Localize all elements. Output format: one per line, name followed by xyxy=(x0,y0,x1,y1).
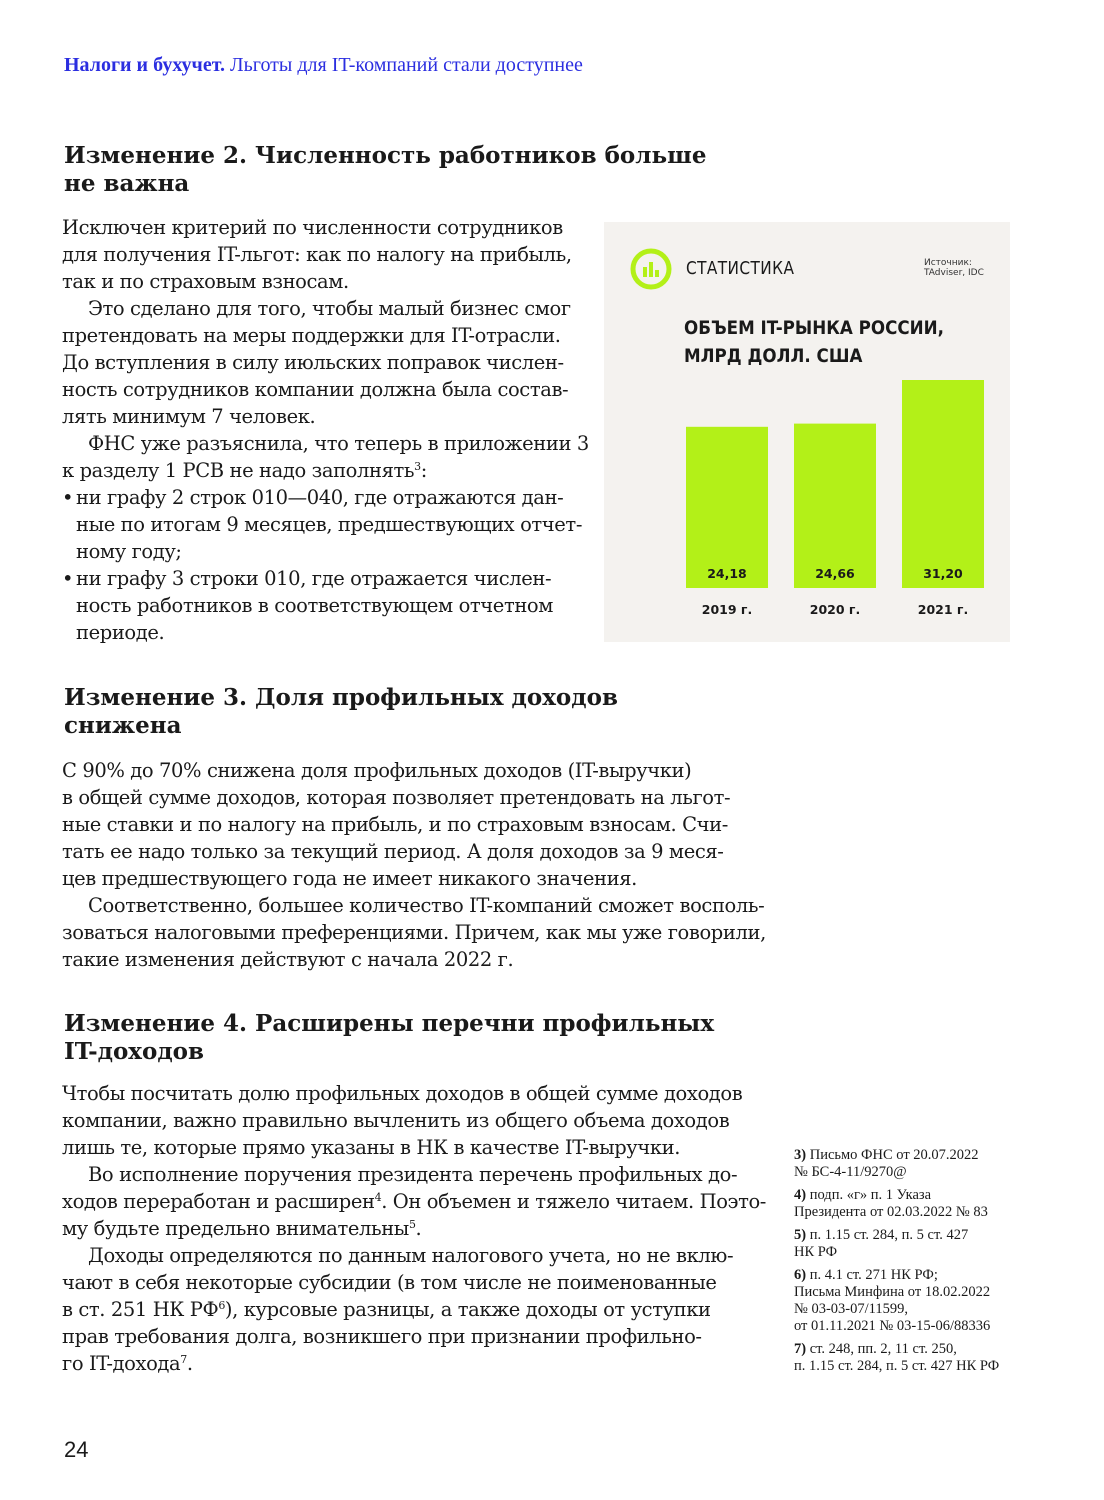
page-number: 24 xyxy=(64,1437,89,1462)
bar-1 xyxy=(686,427,768,588)
footnote-6 xyxy=(794,1267,990,1335)
footnote-text: № БС-4-11/9270@ xyxy=(794,1164,907,1180)
bullet1-line3: ному году; xyxy=(76,540,182,563)
footnote-number: 7) xyxy=(794,1341,807,1357)
category-label: 2020 г. xyxy=(809,602,861,617)
footnote-text: подп. «г» п. 1 Указа xyxy=(809,1187,932,1203)
s4-p2-text2-end: . Он объемен и тяжело читаем. Поэто- xyxy=(381,1190,766,1213)
bullet2-line1: ни графу 3 строки 010, где отражается числен- xyxy=(76,567,552,590)
section3-title-line1: Изменение 3. Доля профильных доходов xyxy=(64,684,618,711)
stat-source-name: TAdviser, IDC xyxy=(924,268,984,278)
section2-title xyxy=(64,142,706,198)
footnote-ref-4: 4 xyxy=(374,1191,382,1204)
s4-p2-line3 xyxy=(62,1215,766,1242)
bar-chart xyxy=(604,222,1010,642)
footnote-text: п. 1.15 ст. 284, п. 5 ст. 427 xyxy=(809,1227,969,1243)
footnote-text: п. 4.1 ст. 271 НК РФ; xyxy=(809,1267,938,1283)
bar-3 xyxy=(902,380,984,588)
s4-p2-text2: ходов переработан и расширен xyxy=(62,1190,375,1213)
s2-p3-text: к разделу 1 РСВ не надо заполнять xyxy=(62,459,415,482)
footnote-text: Письма Минфина от 18.02.2022 xyxy=(794,1284,991,1300)
bar-value-label: 24,66 xyxy=(815,566,855,581)
bullet-item xyxy=(62,565,553,646)
s2-p2-line4: ность сотрудников компании должна была состав- xyxy=(62,378,569,401)
footnote-3 xyxy=(794,1147,979,1181)
s3-p2-line3: такие изменения действуют с начала 2022 г. xyxy=(62,948,514,971)
bullet1-line2: ные по итогам 9 месяцев, предшествующих отчет- xyxy=(76,513,583,536)
section3-title xyxy=(64,684,618,740)
s2-p1-line2: для получения IT-льгот: как по налогу на прибыль, xyxy=(62,243,572,266)
footnote-number: 5) xyxy=(794,1227,807,1243)
section2-title-line2: не важна xyxy=(64,170,190,197)
s2-p3-line2 xyxy=(62,457,589,484)
s4-p3-text3: в ст. 251 НК РФ xyxy=(62,1298,219,1321)
s3-p1-line5: цев предшествующего года не имеет никакого значения. xyxy=(62,867,637,890)
bullet2-line2: ность работников в соответствующем отчетном xyxy=(76,594,554,617)
s4-p2-line2 xyxy=(62,1188,766,1215)
footnote-number: 4) xyxy=(794,1187,807,1203)
s3-p1-line4: тать ее надо только за текущий период. А доля доходов за 9 меся- xyxy=(62,840,724,863)
bar-2 xyxy=(794,424,876,588)
s2-p2-line2: претендовать на меры поддержки для IT-отрасли. xyxy=(62,324,561,347)
s3-p2-line2: зоваться налоговыми преференциями. Причем, как мы уже говорили, xyxy=(62,921,766,944)
s3-p1-line3: ные ставки и по налогу на прибыль, и по страховым взносам. Счи- xyxy=(62,813,728,836)
s2-p2-line1: Это сделано для того, чтобы малый бизнес смог xyxy=(88,297,571,320)
section2-title-line1: Изменение 2. Численность работников больше xyxy=(64,142,707,169)
footnote-ref-3: 3 xyxy=(414,460,421,473)
header-section: Налоги и бухучет. xyxy=(64,54,226,76)
s3-p2-line1: Соответственно, большее количество IT-компаний сможет восполь- xyxy=(88,894,765,917)
running-header xyxy=(64,54,583,77)
s4-p3-line1: Доходы определяются по данным налогового учета, но не вклю- xyxy=(88,1244,734,1267)
section4-title xyxy=(64,1010,714,1066)
category-label: 2019 г. xyxy=(701,602,753,617)
bar-value-label: 31,20 xyxy=(923,566,963,581)
footnote-ref-5: 5 xyxy=(408,1218,416,1231)
s3-p1-line2: в общей сумме доходов, которая позволяет претендовать на льгот- xyxy=(62,786,731,809)
section3-title-line2: снижена xyxy=(64,712,182,739)
footnote-ref-7: 7 xyxy=(180,1353,187,1366)
footnote-text: ст. 248, пп. 2, 11 ст. 250, xyxy=(809,1341,957,1357)
s4-p2-line1: Во исполнение поручения президента перечень профильных до- xyxy=(88,1163,738,1186)
s2-p1-line3: так и по страховым взносам. xyxy=(62,270,349,293)
s3-p1-line1: С 90% до 70% снижена доля профильных доходов (IT-выручки) xyxy=(62,759,692,782)
section4-title-line1: Изменение 4. Расширены перечни профильных xyxy=(64,1010,715,1037)
statistics-panel xyxy=(604,222,1010,642)
footnote-5 xyxy=(794,1227,968,1261)
s2-p2-line3: До вступления в силу июльских поправок числен- xyxy=(62,351,564,374)
footnote-text: п. 1.15 ст. 284, п. 5 ст. 427 НК РФ xyxy=(794,1358,1000,1374)
s4-p2-text3: му будьте предельно внимательны xyxy=(62,1217,409,1240)
section4-body xyxy=(62,1080,766,1377)
s4-p3-line4: прав требования долга, возникшего при признании профильно- xyxy=(62,1325,702,1348)
bullet-mark: • xyxy=(62,486,74,509)
s4-p3-text5-end: . xyxy=(186,1352,193,1375)
s4-p1-line3: лишь те, которые прямо указаны в НК в качестве IT-выручки. xyxy=(62,1136,681,1159)
chart-title-line1: ОБЪЕМ IT-РЫНКА РОССИИ, xyxy=(684,317,945,339)
footnote-ref-6: 6 xyxy=(218,1299,225,1312)
section4-title-line2: IT-доходов xyxy=(64,1038,204,1065)
footnote-text: от 01.11.2021 № 03-15-06/88336 xyxy=(794,1318,991,1334)
s2-p1-line1: Исключен критерий по численности сотрудников xyxy=(62,216,563,239)
s4-p3-text5: го IT-дохода xyxy=(62,1352,181,1375)
bullet1-line1: ни графу 2 строк 010—040, где отражаются дан- xyxy=(76,486,564,509)
s4-p3-text3-end: ), курсовые разницы, а также доходы от уступки xyxy=(224,1298,711,1321)
footnote-4 xyxy=(794,1187,988,1221)
s4-p2-text3-end: . xyxy=(415,1217,422,1240)
footnote-text: НК РФ xyxy=(794,1244,838,1260)
footnote-number: 3) xyxy=(794,1147,807,1163)
footnote-number: 6) xyxy=(794,1267,807,1283)
footnote-text: Президента от 02.03.2022 № 83 xyxy=(794,1204,988,1220)
footnote-text: Письмо ФНС от 20.07.2022 xyxy=(809,1147,979,1163)
s4-p3-line2: чают в себя некоторые субсидии (в том числе не поименованные xyxy=(62,1271,717,1294)
chart-title-line2: МЛРД ДОЛЛ. США xyxy=(684,345,863,367)
section2-body xyxy=(62,214,589,484)
bar-value-label: 24,18 xyxy=(707,566,747,581)
bullet2-line3: периоде. xyxy=(76,621,165,644)
category-label: 2021 г. xyxy=(917,602,969,617)
s4-p1-line2: компании, важно правильно вычленить из общего объема доходов xyxy=(62,1109,730,1132)
s2-p3-colon: : xyxy=(420,459,427,482)
bullet-item xyxy=(62,484,582,565)
stat-source-label: Источник: xyxy=(924,258,972,268)
bullet-mark: • xyxy=(62,567,74,590)
footnote-text: № 03-03-07/11599, xyxy=(794,1301,908,1317)
s2-p3-line1: ФНС уже разъяснила, что теперь в приложении 3 xyxy=(88,432,589,455)
footnote-7 xyxy=(794,1341,999,1375)
header-title: Льготы для IT-компаний стали доступнее xyxy=(225,54,583,76)
stat-label: СТАТИСТИКА xyxy=(686,258,795,279)
s4-p1-line1: Чтобы посчитать долю профильных доходов в общей сумме доходов xyxy=(62,1082,743,1105)
section3-body xyxy=(62,757,766,973)
s4-p3-line5 xyxy=(62,1350,766,1377)
s4-p3-line3 xyxy=(62,1296,766,1323)
s2-p2-line5: лять минимум 7 человек. xyxy=(62,405,316,428)
